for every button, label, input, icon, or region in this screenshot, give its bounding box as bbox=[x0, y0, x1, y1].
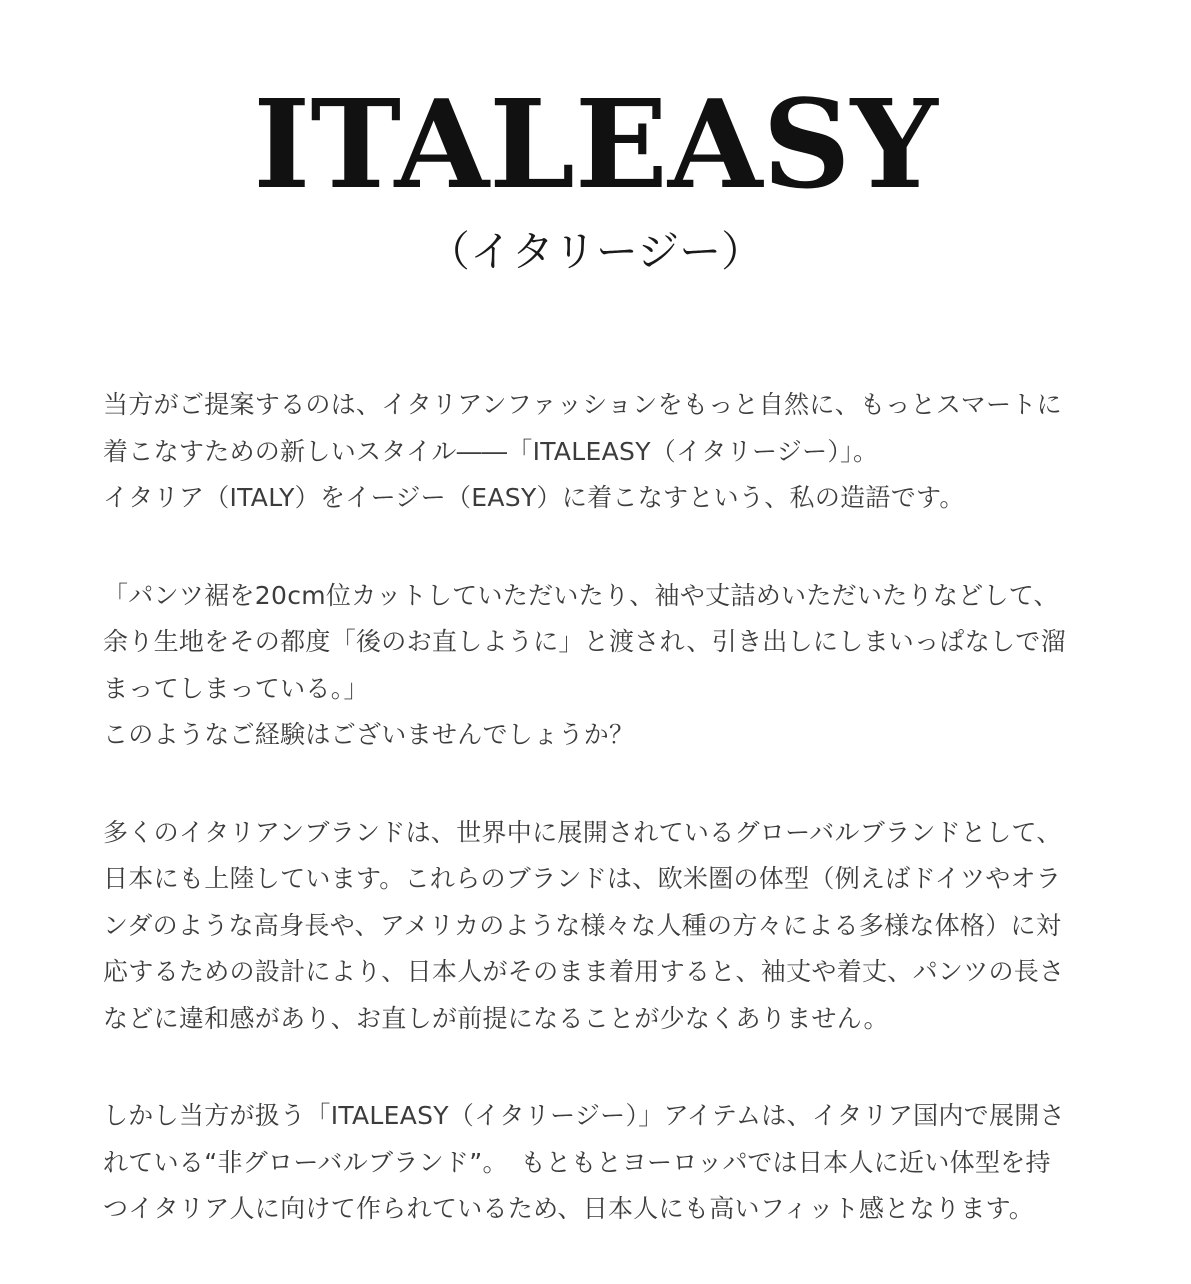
text-line: 「パンツ裾を20cm位カットしていただいたり、袖や丈詰めいただいたりなどして、 bbox=[103, 580, 1059, 610]
text-line: などに違和感があり、お直しが前提になることが少なくありません。 bbox=[103, 1003, 889, 1033]
text-line: 多くのイタリアンブランドは、世界中に展開されているグローバルブランドとして、 bbox=[103, 817, 1062, 847]
body-text bbox=[103, 382, 1103, 1284]
text-line: イタリア（ITALY）をイージー（EASY）に着こなすという、私の造語です。 bbox=[103, 483, 965, 512]
text-line: しかし当方が扱う「ITALEASY（イタリージー）」アイテムは、イタリア国内で展開さ bbox=[103, 1101, 1065, 1130]
paragraph-global-brands bbox=[103, 810, 1103, 1043]
text-line: 日本にも上陸しています。これらのブランドは、欧米圏の体型（例えばドイツやオラ bbox=[103, 864, 1062, 893]
text-line: れている“非グローバルブランド”。 もともとヨーロッパでは日本人に近い体型を持 bbox=[103, 1147, 1051, 1177]
text-line: 応するための設計により、日本人がそのまま着用すると、袖丈や着丈、パンツの長さ bbox=[103, 957, 1065, 986]
text-line: ンダのような高身長や、アメリカのような様々な人種の方々による多様な体格）に対 bbox=[103, 910, 1062, 940]
paragraph-intro bbox=[103, 382, 1103, 522]
text-line: 当方がご提案するのは、イタリアンファッションをもっと自然に、もっとスマートに bbox=[103, 390, 1062, 419]
text-line: つイタリア人に向けて作られているため、日本人にも高いフィット感となります。 bbox=[103, 1194, 1035, 1223]
brand-reading: （イタリージー） bbox=[427, 227, 764, 276]
text-line: まってしまっている。」 bbox=[103, 673, 369, 703]
paragraph-question bbox=[103, 573, 1103, 759]
text-line: 余り生地をその都度「後のお直しように」と渡され、引き出しにしまいっぱなしで溜 bbox=[103, 627, 1066, 656]
text-line: 着こなすための新しいスタイル――「ITALEASY（イタリージー）」。 bbox=[103, 436, 879, 466]
brand-logo: ITALEASY bbox=[253, 72, 938, 216]
paragraph-italeasy-items bbox=[103, 1093, 1103, 1233]
text-line: このようなご経験はございませんでしょうか？ bbox=[103, 720, 635, 749]
